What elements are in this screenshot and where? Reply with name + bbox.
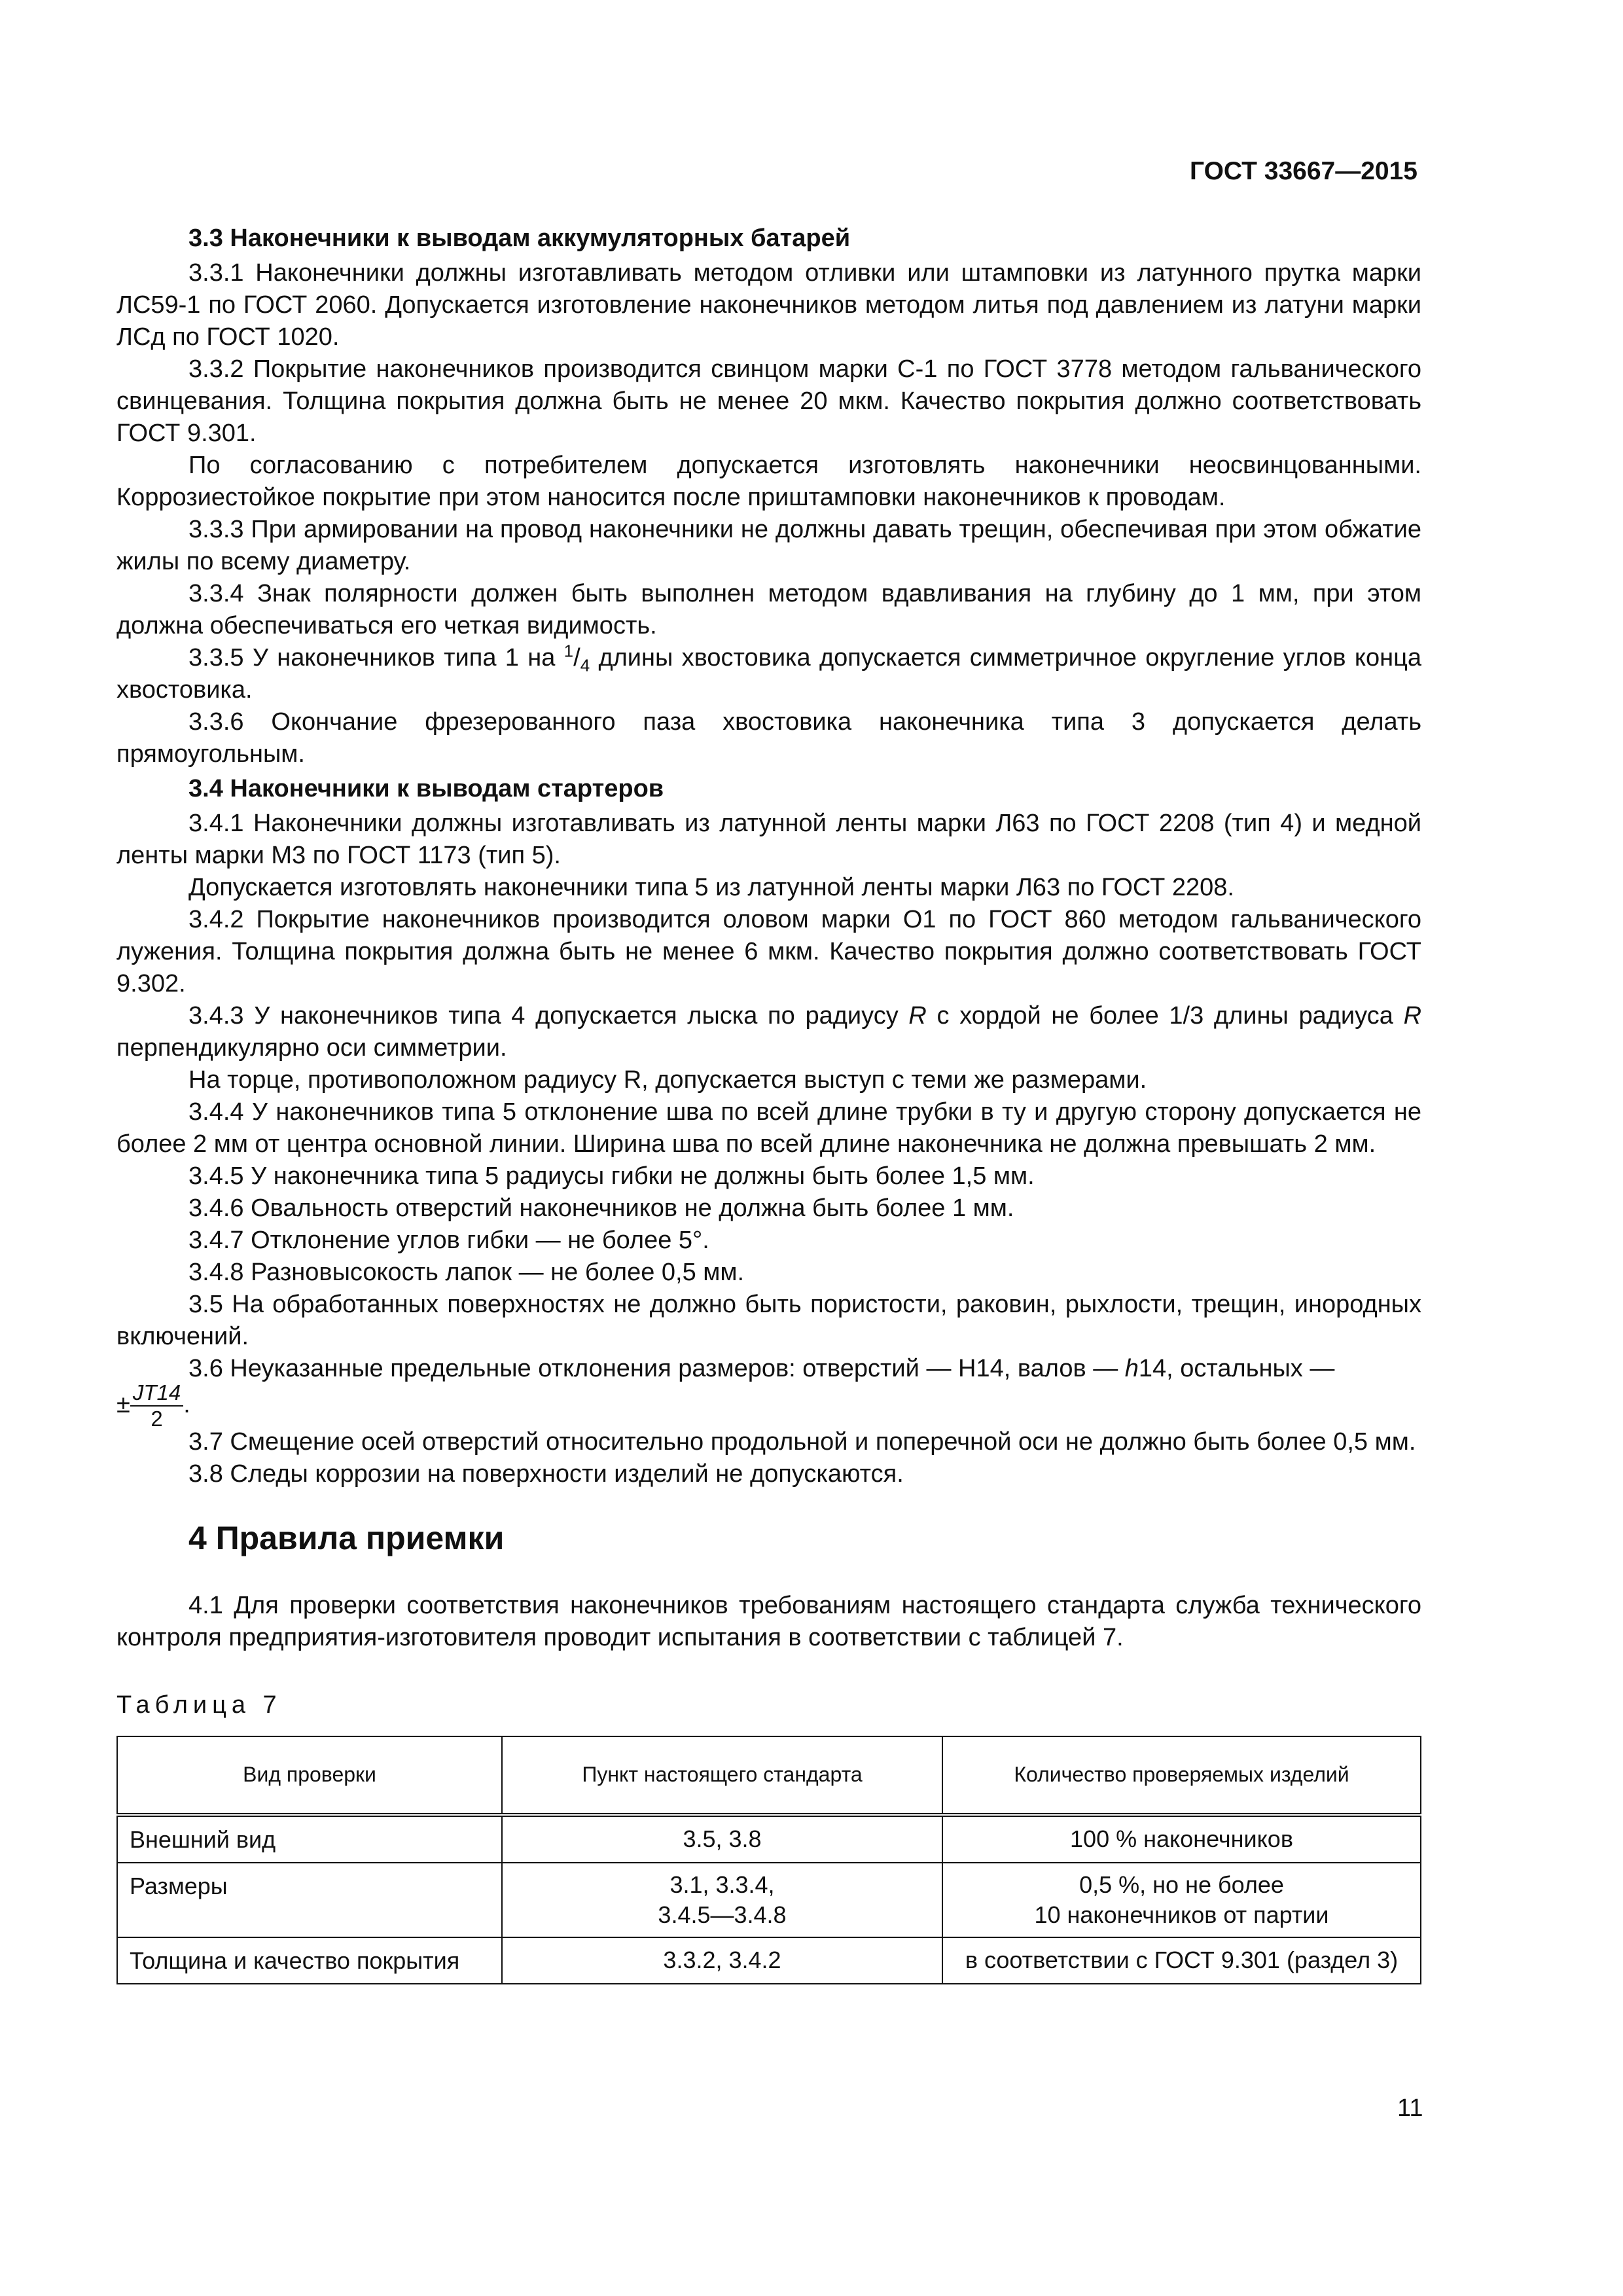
clause-3-4-5: 3.4.5 У наконечника типа 5 радиусы гибки не должны быть более 1,5 мм. bbox=[188, 1162, 1035, 1190]
clause-3-4-7: 3.4.7 Отклонение углов гибки — не более 5°. bbox=[188, 1227, 709, 1254]
table-row bbox=[117, 1863, 1421, 1937]
cell-quantity: в соответствии с ГОСТ 9.301 (раздел 3) bbox=[942, 1937, 1421, 1984]
clause-3-3-1: 3.3.1 Наконечники должны изготавливать методом отливки или штамповки из латунного прутка марки ЛС59-1 по ГОСТ 2060. Допускается изготовление наконечников методом литья под давлением из латуни марки ЛСд по ГОСТ 1020. bbox=[116, 259, 1421, 351]
clause-3-6: 3.6 Неуказанные предельные отклонения размеров: отверстий — H14, валов — h14, остальных — bbox=[188, 1355, 1335, 1382]
document-body bbox=[116, 223, 1421, 1984]
document-code: ГОСТ 33667—2015 bbox=[1190, 157, 1418, 185]
clause-3-4-1-note: Допускается изготовлять наконечники типа 5 из латунной ленты марки Л63 по ГОСТ 2208. bbox=[188, 874, 1234, 901]
clause-4-1: 4.1 Для проверки соответствия наконечников требованиям настоящего стандарта служба технического контроля предприятия-изготовителя проводит испытания в соответствии с таблицей 7. bbox=[116, 1591, 1421, 1651]
section-4-title: 4 Правила приемки bbox=[188, 1519, 505, 1556]
cell-quantity: 100 % наконечников bbox=[942, 1815, 1421, 1863]
clause-3-7: 3.7 Смещение осей отверстий относительно продольной и поперечной оси не должно быть более 0,5 мм. bbox=[188, 1427, 1416, 1456]
clause-3-4-8: 3.4.8 Разновысокость лапок — не более 0,5 мм. bbox=[188, 1259, 745, 1286]
clause-3-3-3: 3.3.3 При армировании на провод наконечники не должны давать трещин, обеспечивая при этом обжатие жилы по всему диаметру. bbox=[116, 516, 1421, 575]
clause-3-4-3-note: На торце, противоположном радиусу R, допускается выступ с теми же размерами. bbox=[188, 1066, 1147, 1094]
col-header-check: Вид проверки bbox=[117, 1736, 502, 1815]
clause-3-4-1: 3.4.1 Наконечники должны изготавливать из латунной ленты марки Л63 по ГОСТ 2208 (тип 4) и медной ленты марки М3 по ГОСТ 1173 (тип 5). bbox=[116, 810, 1421, 869]
cell-check: Размеры bbox=[117, 1863, 502, 1937]
clause-3-3-5: 3.3.5 У наконечников типа 1 на $^1/_4$ длины хвостовика допускается симметричное округление углов конца хвостовика. bbox=[116, 641, 1421, 704]
clause-3-6-formula: ± $\frac{JT14}{2}$ . bbox=[116, 1380, 190, 1431]
page-number: 11 bbox=[1397, 2094, 1423, 2122]
clause-3-3-2: 3.3.2 Покрытие наконечников производится свинцом марки С-1 по ГОСТ 3778 методом гальванического свинцевания. Толщина покрытия должна быть не менее 20 мкм. Качество покрытия должно соответствовать ГОСТ 9.301. bbox=[116, 355, 1421, 447]
section-3-3-title: 3.3 Наконечники к выводам аккумуляторных батарей bbox=[188, 224, 851, 252]
cell-quantity: 0,5 %, но не более 10 наконечников от партии bbox=[942, 1863, 1421, 1937]
clause-3-3-4: 3.3.4 Знак полярности должен быть выполнен методом вдавливания на глубину до 1 мм, при этом должна обеспечиваться его четкая видимость. bbox=[116, 580, 1421, 639]
clause-3-3-2-note: По согласованию с потребителем допускается изготовлять наконечники неосвинцованными. Коррозиестойкое покрытие при этом наносится после приштамповки наконечников к проводам. bbox=[116, 452, 1421, 511]
table-caption: Таблица 7 bbox=[116, 1691, 282, 1719]
table-row bbox=[117, 1815, 1421, 1863]
section-3-4-title: 3.4 Наконечники к выводам стартеров bbox=[188, 775, 664, 802]
clause-3-3-6: 3.3.6 Окончание фрезерованного паза хвостовика наконечника типа 3 допускается делать прямоугольным. bbox=[116, 708, 1421, 768]
clause-3-5: 3.5 На обработанных поверхностях не должно быть пористости, раковин, рыхлости, трещин, инородных включений. bbox=[116, 1291, 1421, 1350]
clause-3-4-4: 3.4.4 У наконечников типа 5 отклонение шва по всей длине трубки в ту и другую сторону допускается не более 2 мм от центра основной линии. Ширина шва по всей длине наконечника не должна превышать 2 мм. bbox=[116, 1098, 1421, 1158]
table-7 bbox=[116, 1736, 1421, 1984]
cell-clause: 3.5, 3.8 bbox=[502, 1815, 942, 1863]
col-header-quantity: Количество проверяемых изделий bbox=[942, 1736, 1421, 1815]
table-header-row bbox=[117, 1736, 1421, 1815]
table-row bbox=[117, 1937, 1421, 1984]
cell-check: Толщина и качество покрытия bbox=[117, 1937, 502, 1984]
cell-clause: 3.1, 3.3.4, 3.4.5—3.4.8 bbox=[502, 1863, 942, 1937]
clause-3-4-6: 3.4.6 Овальность отверстий наконечников не должна быть более 1 мм. bbox=[188, 1194, 1014, 1222]
clause-3-8: 3.8 Следы коррозии на поверхности изделий не допускаются. bbox=[188, 1460, 904, 1488]
clause-3-4-3: 3.4.3 У наконечников типа 4 допускается лыска по радиусу R с хордой не более 1/3 длины радиуса R перпендикулярно оси симметрии. bbox=[116, 1002, 1422, 1062]
col-header-clause: Пункт настоящего стандарта bbox=[502, 1736, 942, 1815]
cell-clause: 3.3.2, 3.4.2 bbox=[502, 1937, 942, 1984]
clause-3-4-2: 3.4.2 Покрытие наконечников производится оловом марки О1 по ГОСТ 860 методом гальванического лужения. Толщина покрытия должна быть не менее 6 мкм. Качество покрытия должно соответствовать ГОСТ 9.302. bbox=[116, 906, 1421, 997]
cell-check: Внешний вид bbox=[117, 1815, 502, 1863]
